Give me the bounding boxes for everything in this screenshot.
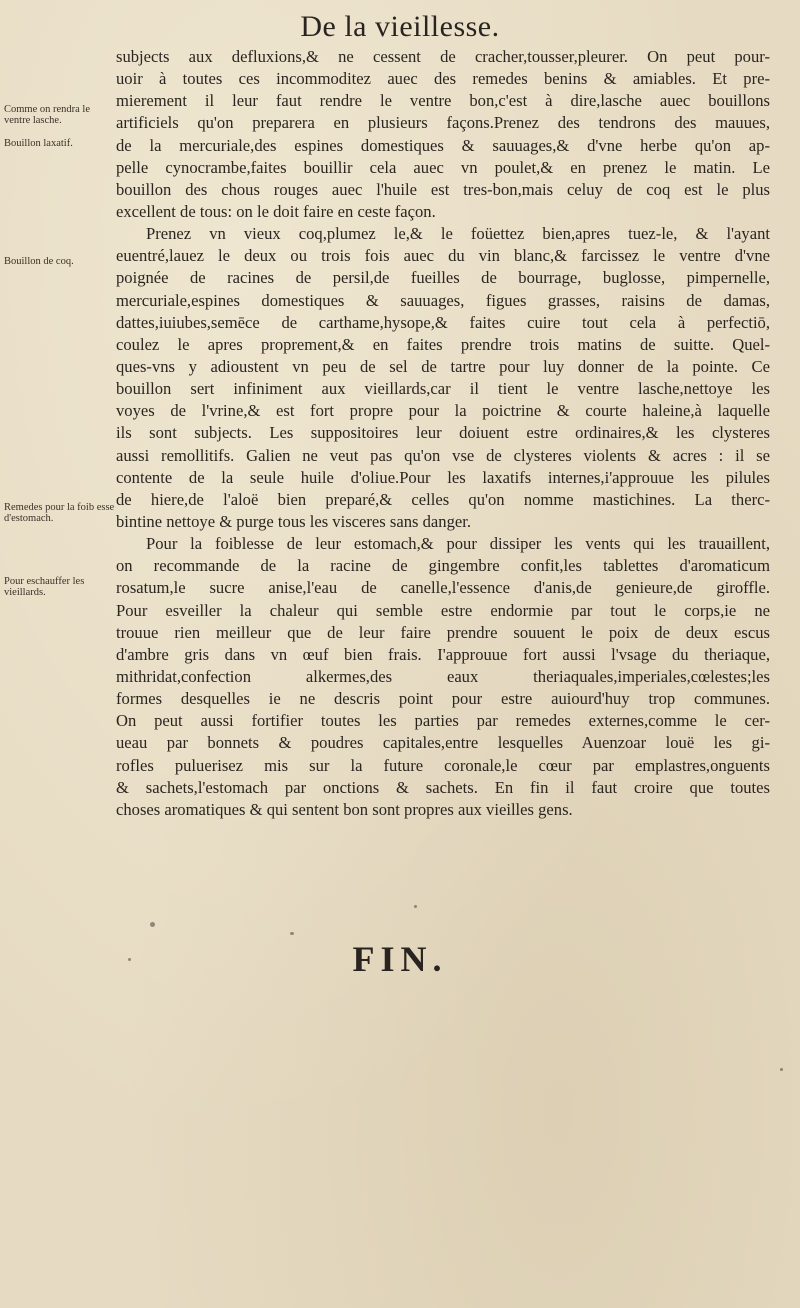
text-line: Pour esveiller la chaleur qui semble estre endormie par tout le corps,ie ne (116, 600, 770, 620)
text-line: contente de la seule huile d'oliue.Pour les laxatifs internes,i'approuue les pilules (116, 467, 770, 487)
text-line: artificiels qu'on preparera en plusieurs façons.Prenez des tendrons des mauues, (116, 113, 770, 133)
text-line: & sachets,l'estomach par onctions & sachets. En fin il faut croire que toutes (116, 777, 770, 797)
text-line: ils sont subjects. Les suppositoires leur doiuent estre ordinaires,& les clysteres (116, 423, 770, 443)
text-line: mithridat,confection alkermes,des eaux theriaquales,imperiales,cœlestes;les (116, 666, 770, 686)
text-line: coulez le apres proprement,& en faites prendre trois matins de suitte. Quel- (116, 334, 770, 354)
body-text (116, 46, 770, 821)
text-line: trouue rien meilleur que de leur faire prendre souuent le poix de deux escus (116, 622, 770, 642)
text-line: d'ambre gris dans vn œuf bien frais. I'approuue fort aussi l'vsage du theriaque, (116, 644, 770, 664)
fin-mark: FIN. (352, 939, 448, 979)
text-line: ques-vns y adioustent vn peu de sel de tartre pour luy donner de la pointe. Ce (116, 356, 770, 376)
text-line: dattes,iuiubes,semēce de carthame,hysope,& faites cuire tout cela à perfectiō, (116, 312, 770, 332)
text-line: choses aromatiques & qui sentent bon sont propres aux vieilles gens. (116, 799, 573, 819)
text-line: euentré,lauez le deux ou trois fois auec du vin blanc,& farcissez le ventre d'vne (116, 246, 770, 266)
text-line: aussi remollitifs. Galien ne veut pas qu'on vse de clysteres violents & acres : il se (116, 445, 770, 465)
text-line: formes desquelles ie ne descris point pour estre auiourd'huy trop communes. (116, 689, 770, 709)
text-line: On peut aussi fortifier toutes les parties par remedes externes,comme le cer- (116, 711, 770, 731)
text-line: bouillon des chous rouges auec l'huile est tres-bon,mais celuy de coq est le plus (116, 179, 770, 199)
text-line: rofles puluerisez mis sur la future coronale,le cœur par emplastres,onguents (116, 755, 770, 775)
text-line: poignée de racines de persil,de fueilles de bourrage, buglosse, pimpernelle, (116, 268, 770, 288)
paper-speck (150, 922, 155, 927)
paper-speck (780, 1068, 783, 1071)
margin-note-bouillon-de-coq: Bouillon de coq. (4, 256, 74, 267)
margin-note-lasche: Comme on rendra le ventre lasche. (4, 104, 91, 126)
text-line: de la mercuriale,des espines domestiques & sauuages,& d'vne herbe qu'on ap- (116, 135, 770, 155)
paper-speck (414, 905, 417, 908)
text-line: mercuriale,espines domestiques & sauuages, figues grasses, raisins de damas, (116, 290, 770, 310)
text-line: de hiere,de l'aloë bien preparé,& celles qu'on nomme mastichines. La therc- (116, 489, 770, 509)
running-head: De la vieillesse. (300, 10, 500, 43)
margin-notes (0, 0, 120, 1308)
text-line: pelle cynocrambe,faites bouillir cela auec vn poulet,& en prenez le matin. Le (116, 157, 770, 177)
text-line: excellent de tous: on le doit faire en ceste façon. (116, 201, 436, 221)
text-line: voyes de l'vrine,& est fort propre pour la poictrine & courte haleine,à laquelle (116, 401, 770, 421)
text-line: ueau par bonnets & poudres capitales,entre lesquelles Auenzoar louë les gi- (116, 733, 770, 753)
paper-speck (128, 958, 131, 961)
text-line: Pour la foiblesse de leur estomach,& pour dissiper les vents qui les trauaillent, (146, 534, 770, 554)
text-line: uoir à toutes ces incommoditez auec des remedes benins & amiables. Et pre- (116, 69, 770, 89)
margin-note-remedes-estomach: Remedes pour la foib esse d'estomach. (4, 502, 115, 524)
text-line: rosatum,le sucre anise,l'eau de canelle,l'essence d'anis,de genieure,de giroffle. (116, 578, 770, 598)
text-line: Prenez vn vieux coq,plumez le,& le foüettez bien,apres tuez-le, & l'ayant (146, 224, 770, 244)
text-line: mierement il leur faut rendre le ventre bon,c'est à dire,lasche auec bouillons (116, 91, 770, 111)
text-line: on recommande de la racine de gingembre confit,les tablettes d'aromaticum (116, 556, 770, 576)
text-line: bouillon sert infiniment aux vieillards,car il tient le ventre lasche,nettoye les (116, 379, 770, 399)
paper-speck (290, 932, 294, 935)
margin-note-bouillon-laxatif: Bouillon laxatif. (4, 138, 73, 149)
text-line: subjects aux defluxions,& ne cessent de cracher,tousser,pleurer. On peut pour- (116, 47, 770, 66)
margin-note-eschauffer: Pour eschauffer les vieillards. (4, 576, 85, 598)
text-line: bintine nettoye & purge tous les visceres sans danger. (116, 511, 471, 531)
